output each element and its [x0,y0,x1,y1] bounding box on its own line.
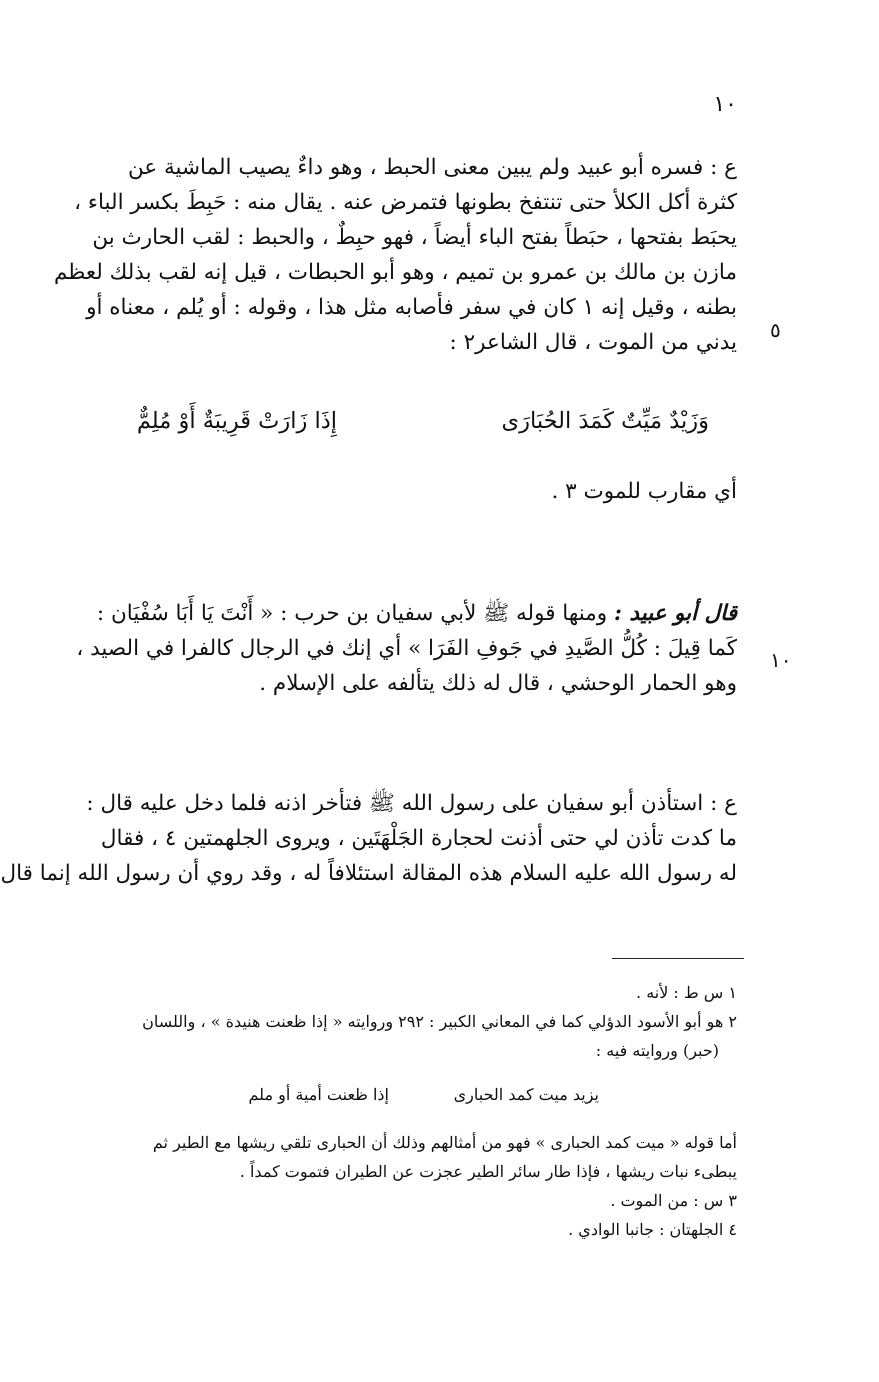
page-number: ١٠ [713,92,737,117]
paragraph-line: ع : فسره أبو عبيد ولم يبين معنى الحبط ، وهو داءٌ يصيب الماشية عن [127,155,737,180]
margin-line-number: ٥ [770,318,781,342]
paragraph-line: ع : استأذن أبو سفيان على رسول الله ﷺ فتأخر اذنه فلما دخل عليه قال : [86,791,737,816]
paragraph-line: بطنه ، وقيل إنه ١ كان في سفر فأصابه مثل هذا ، وقوله : أو يُلم ، معناه أو [86,295,737,320]
paragraph-line-text: ومنها قوله ﷺ لأبي سفيان بن حرب : « أَنْتَ يَا أَبَا سُفْيَان : [96,601,608,626]
paragraph-line [12,596,737,631]
speaker-label: قال أبو عبيد : [614,601,737,626]
paragraph-4 [0,786,737,891]
footnote-line: ٣ س : من الموت . [610,1191,737,1210]
footnote-verse [119,1085,599,1115]
paragraph-1 [12,150,737,360]
paragraph-line: له رسول الله عليه السلام هذه المقالة استئلافاً له ، وقد روي أن رسول الله إنما قال [0,861,737,886]
footnote-divider [612,958,744,959]
paragraph-line: كَما قِيلَ : كُلُّ الصَّيدِ في جَوفِ الفَرَا » أي إنك في الرجال كالفرا في الصيد ، [76,636,737,661]
footnote-line: أما قوله « ميت كمد الحبارى » فهو من أمثالهم وذلك أن الحبارى تلقي ريشها مع الطير ثم [152,1133,737,1152]
footnotes-bottom [27,1128,737,1244]
paragraph-line: كثرة أكل الكلأ حتى تنتفخ بطونها فتمرض عنه . يقال منه : حَبِطَ بكسر الباء ، [74,190,737,215]
footnote-line: ١ س ط : لأنه . [636,983,737,1002]
paragraph-line: يدني من الموت ، قال الشاعر٢ : [449,330,737,355]
poem-second-hemistich: إِذَا زَارَتْ قَرِيبَةٌ أَوْ مُلِمٌّ [136,408,337,434]
paragraph-line: وهو الحمار الوحشي ، قال له ذلك يتألفه على الإسلام . [259,671,737,696]
footnotes-top [27,978,737,1065]
footnote-line: (حبر) وروايته فيه : [595,1041,719,1060]
paragraph-line: مازن بن مالك بن عمرو بن تميم ، وهو أبو الحبطات ، قيل إنه لقب بذلك لعظم [53,260,737,285]
paragraph-line: يحبَط بفتحها ، حبَطاً بفتح الباء أيضاً ، فهو حبِطٌ ، والحبط : لقب الحارث بن [92,225,737,250]
paragraph-3 [12,596,737,701]
footnote-line: ٢ هو أبو الأسود الدؤلي كما في المعاني الكبير : ٢٩٢ وروايته « إذا ظعنت هنيدة » ، واللسان [142,1012,737,1031]
paragraph-line: أي مقارب للموت ٣ . [551,479,737,504]
poem-verse [12,408,737,452]
paragraph-line: ما كدت تأذن لي حتى أذنت لحجارة الجَلْهَتَين ، ويروى الجلهمتين ٤ ، فقال [100,826,737,851]
footnote-verse-second-hemistich: إذا ظعنت أمية أو ملم [248,1085,389,1104]
paragraph-2 [12,474,737,509]
footnote-line: ٤ الجلهتان : جانبا الوادي . [568,1220,737,1239]
poem-first-hemistich: وَزَيْدٌ مَيِّتٌ كَمَدَ الحُبَارَى [501,408,709,434]
footnote-verse-first-hemistich: يزيد ميت كمد الحبارى [453,1085,599,1104]
margin-line-number: ١٠ [770,648,792,672]
footnote-line: يبطىء نبات ريشها ، فإذا طار سائر الطير عجزت عن الطيران فتموت كمداً . [239,1162,737,1181]
